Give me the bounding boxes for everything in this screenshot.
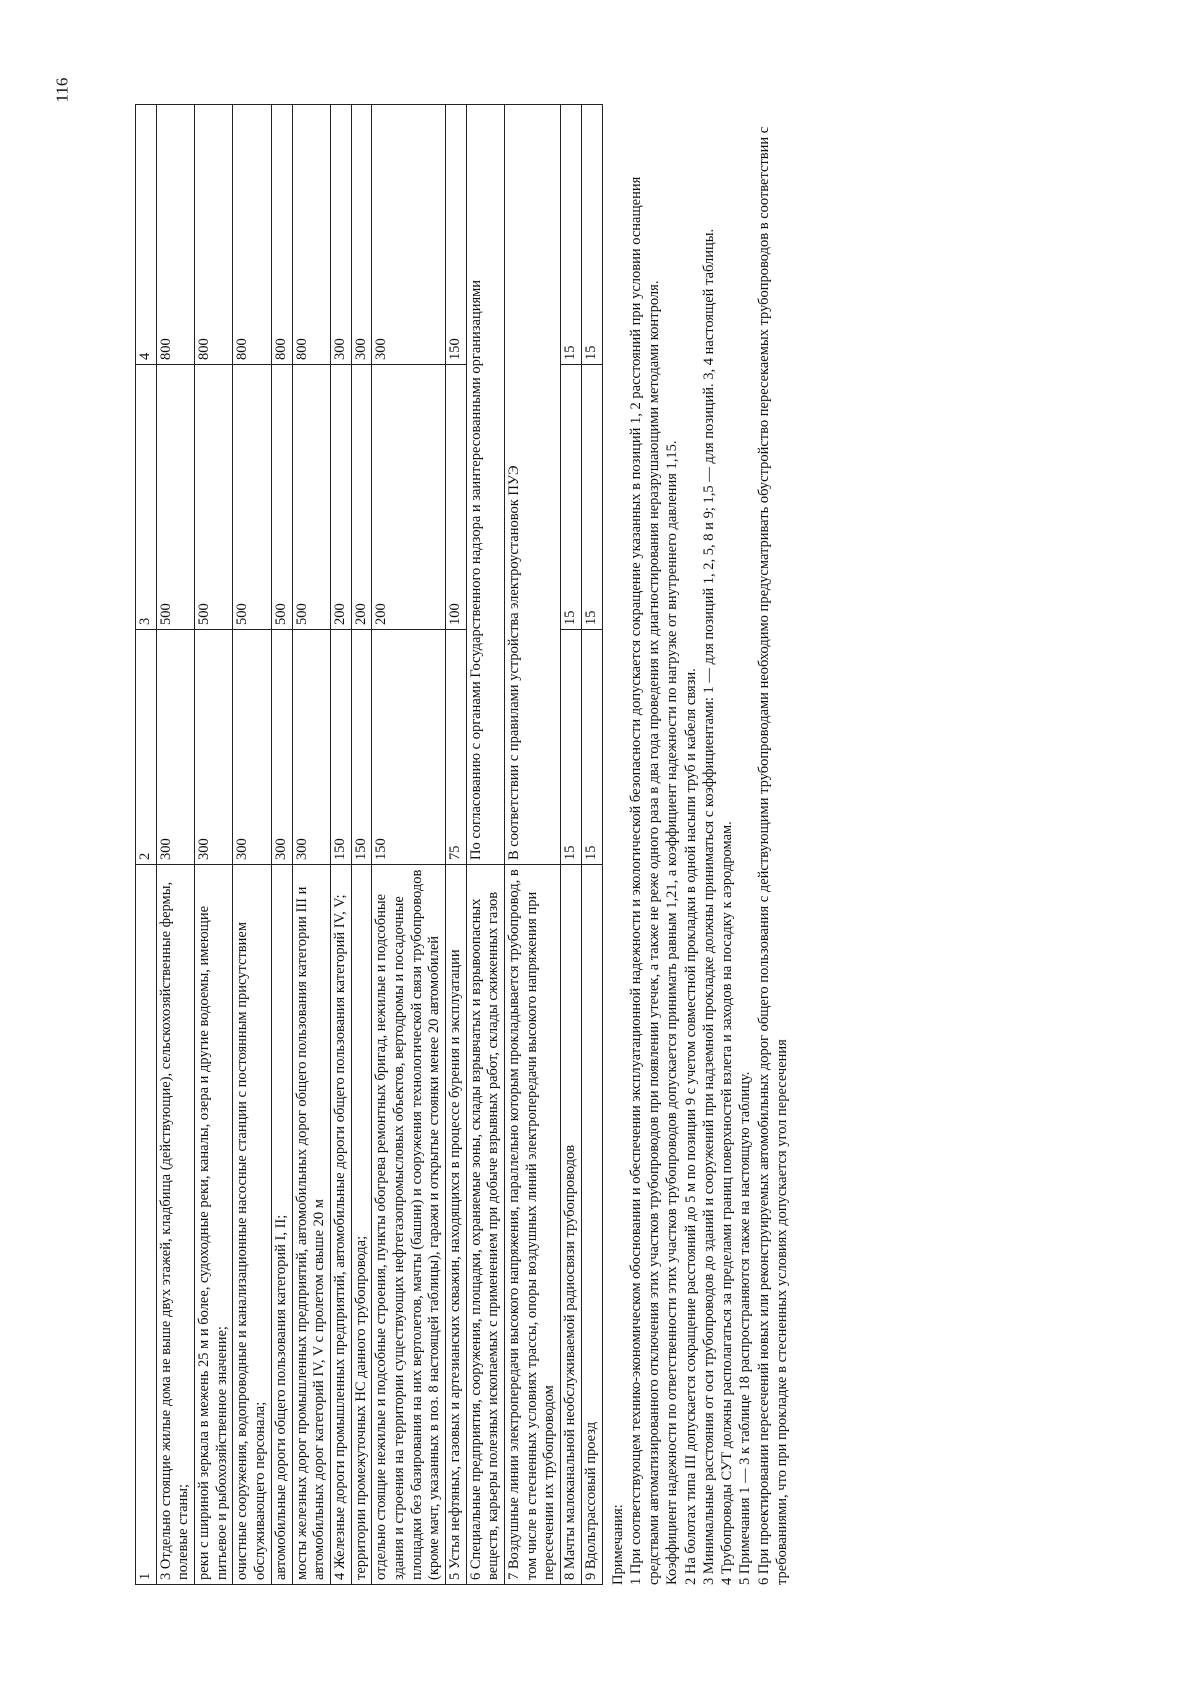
row-description: мосты железных дорог промышленных предприятий, автомобильных дорог общего пользования категории III и автомобильных дорог категорий IV, V с пролетом свыше 20 м xyxy=(292,865,330,1585)
row-description: 5 Устья нефтяных, газовых и артезианских скважин, находящихся в процессе бурения и эксплуатации xyxy=(446,865,467,1585)
note-item: 2 На болотах типа III допускается сокращение расстояний до 5 м по позиции 9 с учетом совместной прокладки в одной насыпи труб и кабеля связи. xyxy=(682,668,699,1585)
header-cell: 1 xyxy=(136,865,157,1585)
notes-title: Примечания: xyxy=(609,1504,626,1585)
table-cell: 150 xyxy=(351,630,372,865)
row-description: 3 Отдельно стоящие жилые дома не выше двух этажей, кладбища (действующие), сельскохозяйственные фермы, полевые станы; xyxy=(156,865,194,1585)
table-cell: 200 xyxy=(372,365,446,630)
table-cell: 15 xyxy=(561,630,582,865)
row-description: 7 Воздушные линии электропередачи высокого напряжения, параллельно которым прокладывается трубопровод, в том числе в стесненных условиях трассы, опоры воздушных линий электропередачи высокого напряжения при пересечении их трубопроводом xyxy=(505,865,561,1585)
row-description: 9 Вдольтрассовый проезд xyxy=(581,865,602,1585)
header-cell: 4 xyxy=(136,105,157,365)
row-description: 6 Специальные предприятия, сооружения, площадки, охраняемые зоны, склады взрывчатых и взрывоопасных веществ, карьеры полезных ископаемых с применением при добыче взрывных работ, склады сжиженных газов xyxy=(466,865,504,1585)
row-description: автомобильные дороги общего пользования категорий I, II; xyxy=(271,865,292,1585)
table-row xyxy=(581,105,602,1585)
merged-cell: В соответствии с правилами устройства электроустановок ПУЭ xyxy=(505,105,561,865)
table-cell: 500 xyxy=(233,365,271,630)
page-number: 116 xyxy=(52,77,72,103)
table-cell: 15 xyxy=(561,105,582,365)
table-row xyxy=(156,105,194,1585)
distance-table xyxy=(135,104,603,1585)
table-row xyxy=(446,105,467,1585)
row-description: 4 Железные дороги промышленных предприятий, автомобильные дороги общего пользования категорий IV, V; xyxy=(330,865,351,1585)
row-description: территории промежуточных НС данного трубопровода; xyxy=(351,865,372,1585)
table-row xyxy=(505,105,561,1585)
header-cell: 2 xyxy=(136,630,157,865)
rotated-page-content xyxy=(135,105,1035,1585)
table-cell: 300 xyxy=(351,105,372,365)
table-cell: 300 xyxy=(330,105,351,365)
table-row xyxy=(466,105,504,1585)
table-row xyxy=(195,105,233,1585)
row-description: 8 Мачты малоканальной необслуживаемой радиосвязи трубопроводов xyxy=(561,865,582,1585)
table-cell: 15 xyxy=(581,105,602,365)
table-row xyxy=(351,105,372,1585)
table-cell: 200 xyxy=(330,365,351,630)
table-cell: 500 xyxy=(195,365,233,630)
row-description: очистные сооружения, водопроводные и канализационные насосные станции с постоянным присутствием обслуживающего персонала; xyxy=(233,865,271,1585)
note-item: 3 Минимальные расстояния от оси трубопроводов до зданий и сооружений при надземной прокладке должны приниматься с коэффициентами: 1 — для позиций 1, 2, 5, 8 и 9; 1,5 — для позиций. 3, 4 настоящей таблицы. xyxy=(700,228,717,1585)
header-cell: 3 xyxy=(136,365,157,630)
notes-section xyxy=(609,105,792,1585)
table-cell: 500 xyxy=(156,365,194,630)
table-cell: 150 xyxy=(372,630,446,865)
table-cell: 800 xyxy=(233,105,271,365)
table-cell: 300 xyxy=(156,630,194,865)
table-cell: 500 xyxy=(271,365,292,630)
table-cell: 100 xyxy=(446,365,467,630)
row-description: отдельно стоящие нежилые и подсобные строения, пункты обогрева ремонтных бригад, нежилые и подсобные здания и строения на территории существующих нефтегазопромысловых объектов, вертодромы и посадочные площадки без базирования на них вертолетов, мачты (башни) и сооружения технологической связи трубопроводов (кроме мачт, указанных в поз. 8 настоящей таблицы), гаражи и открытые стоянки менее 20 автомобилей xyxy=(372,865,446,1585)
table-header-row xyxy=(136,105,157,1585)
table-cell: 800 xyxy=(156,105,194,365)
table-cell: 15 xyxy=(561,365,582,630)
table-row xyxy=(233,105,271,1585)
table-cell: 150 xyxy=(330,630,351,865)
table-row xyxy=(292,105,330,1585)
table-cell: 800 xyxy=(271,105,292,365)
note-item: Коэффициент надежности по ответственности этих участков трубопроводов допускается принимать равным 1,21, а коэффициент надежности по нагрузке от внутреннего давления 1,15. xyxy=(664,440,681,1585)
table-cell: 800 xyxy=(292,105,330,365)
table-row xyxy=(330,105,351,1585)
table-cell: 150 xyxy=(446,105,467,365)
table-cell: 15 xyxy=(581,365,602,630)
note-item: 6 При проектировании пересечений новых или реконструируемых автомобильных дорог общего пользования с действующими трубопроводами необходимо предусматривать обустройство пересекаемых трубопроводов в соответствии с требованиями, что при прокладке в стесненных условиях допускается угол пересечения xyxy=(755,126,790,1585)
table-cell: 15 xyxy=(581,630,602,865)
row-description: реки с шириной зеркала в межень 25 м и более, судоходные реки, каналы, озера и другие водоемы, имеющие питьевое и рыбохозяйственное значение; xyxy=(195,865,233,1585)
note-item: 4 Трубопроводы СУТ должны располагаться за пределами границ поверхностей взлета и заходов на посадку к аэродромам. xyxy=(719,821,736,1585)
merged-cell: По согласованию с органами Государственного надзора и заинтересованными организациями xyxy=(466,105,504,865)
table-cell: 300 xyxy=(271,630,292,865)
table-row xyxy=(561,105,582,1585)
table-cell: 300 xyxy=(233,630,271,865)
table-cell: 800 xyxy=(195,105,233,365)
table-row xyxy=(372,105,446,1585)
note-item: 1 При соответствующем технико-экономическом обосновании и обеспечении эксплуатационной надежности и экологической безопасности допускается сокращение указанных в позиций 1, 2 расстояний при условии оснащения средствами автоматизированного отключения этих участков трубопроводов при появлении утечек, а также не реже одного раза в два года проведения их диагностирования неразрушающими методами контроля. xyxy=(627,176,663,1585)
table-row xyxy=(271,105,292,1585)
table-cell: 200 xyxy=(351,365,372,630)
table-cell: 500 xyxy=(292,365,330,630)
table-cell: 300 xyxy=(372,105,446,365)
table-cell: 300 xyxy=(292,630,330,865)
table-cell: 75 xyxy=(446,630,467,865)
table-cell: 300 xyxy=(195,630,233,865)
note-item: 5 Примечания 1 — 3 к таблице 18 распространяются также на настоящую таблицу. xyxy=(737,1071,754,1585)
